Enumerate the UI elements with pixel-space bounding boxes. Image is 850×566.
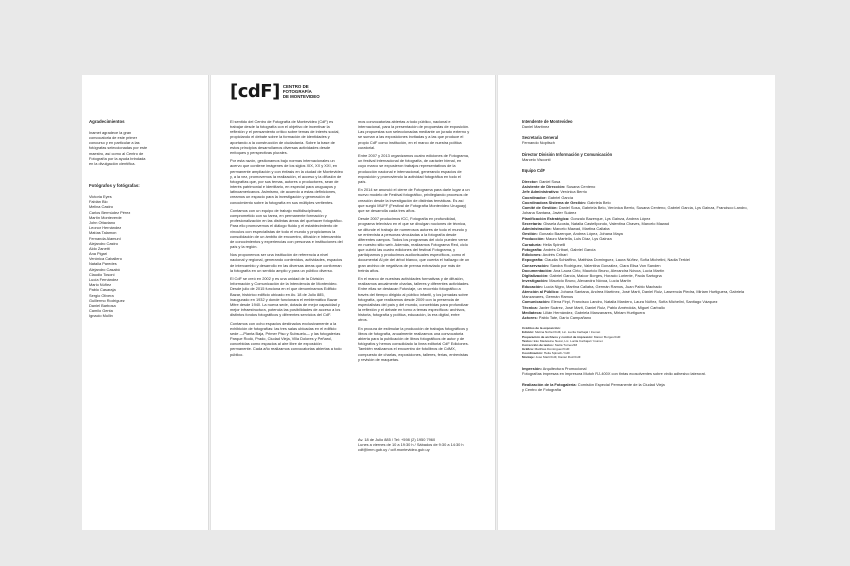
paragraph: Por esta razón, gestionamos bajo normas internacionales un acervo que contiene imágenes de los siglos XIX, XX y XXI, en permanente ampliación y con énfasis en la ciudad de Montevideo y, a la vez, promovemos la realización, el acceso y la difusión de fotografías que, por sus temas, autores o productores, sean de interés patrimonial e identitario, en especial para uruguayos y latinoamericanos. Asimismo, de acuerdo a estas definiciones, creamos un espacio para la investigación y generación de conocimiento sobre la fotografía en sus múltiples vertientes. xyxy=(230,158,343,205)
credit-row: Documentación: Ana Laura Cirio, Mauricio Bruno, Alexandra Nóvoa, Lucía Martín xyxy=(522,267,665,273)
list-item: Melina Castro xyxy=(89,204,114,210)
intendente-heading: Intendente de Montevideo xyxy=(522,119,573,124)
list-item: John Ottaviano xyxy=(89,219,116,225)
logo-mark: [cdF] xyxy=(230,81,280,102)
credit-row: Ediciones: Andrés Cribari xyxy=(522,252,568,258)
credit-row: Textos: Eko Madeleine Nessi, Lic. Lucila Carbajal / Inumet xyxy=(522,338,603,343)
paragraph: El sentido del Centro de Fotografía de Montevideo (CdF) es trabajar desde la fotografía con el objetivo de incentivar la reflexión y el pensamiento crítico sobre temas de interés social, propiciando el debate sobre la formación de identidades y aportando a la construcción de ciudadanía. Sobre la base de estos principios desarrollamos diversas actividades desde enfoques y perspectivas plurales. xyxy=(230,119,340,155)
logo-line: DE MONTEVIDEO xyxy=(282,94,320,100)
photographers-heading: Fotógrafos y fotógrafas: xyxy=(89,183,140,188)
realization-details: y Centro de Fotografía xyxy=(522,387,561,393)
opening-hours: Lunes a viernes de 10 a 19:30 h / Sábados de 9:30 a 14:30 h xyxy=(358,442,464,448)
credit-row: Educación: Lucía Nigro, Martina Callaba, Germán Ramos, Juan Pablo Machado xyxy=(522,283,662,289)
list-item: Alejandro Castro xyxy=(89,240,118,246)
realization-line: Realización de la Fotogalería: Comisión Especial Permanente de la Ciudad Vieja xyxy=(522,381,665,387)
list-item: Natalia Paredes xyxy=(89,261,117,267)
logo-line: CENTRO DE xyxy=(282,83,309,89)
list-item: Lucía Fernández xyxy=(89,277,119,282)
credit-row: Corrección de textos: Stella Turnes/IM xyxy=(522,342,578,347)
left-page xyxy=(82,75,208,530)
middle-page xyxy=(211,75,495,530)
credit-row: Digitalización: Gabriel García, Maicor Borges, Horacio Loriente, Paola Sartogna xyxy=(522,273,662,279)
credit-row: Edición: Melina Núñez/CdF, Lic. Lucila Carbajal / Inumet xyxy=(522,330,601,335)
photographers-list xyxy=(89,194,149,319)
list-item: Fabián Blo xyxy=(89,199,108,205)
credit-row: Mediateca: Lilián Hernández, Gabriela Manzanares, Miriam Hurtiguera xyxy=(522,309,645,315)
paragraph: En 2014 se anunció el cierre de Fotograma para darle lugar a un nuevo modelo de Festival fotográfico, privilegiando procesos de creación desde la investigación de distintas temáticas. Es así que surgió MUFF (Festival de Fotografía Montevideo Uruguay) que se desarrolla cada tres años. xyxy=(358,187,470,213)
printing-line: Impresión: Arquitectura Promocional xyxy=(522,365,587,371)
acknowledgements-heading: Agradecimientos xyxy=(89,119,125,124)
credit-row: Atención al Público: Johana Santana, Andrea Martínez, José Martí, Daniel Ruiz, Lawrencia Piedra, Miriam Hurtiguera, Gabriela Manzanares, Germán Ramos xyxy=(522,288,745,300)
list-item: Victoria Eyes xyxy=(89,194,112,199)
credit-row: Actores: Pablo Tate, Darío Campañano xyxy=(522,315,592,320)
list-item: Alejandro Casabó xyxy=(89,266,120,272)
credit-row: Expografía: Claudia Schiaffino, Matthias Dominguez, Laura Núñez, Sofía Michelini, Nadia Terkiel xyxy=(522,257,690,263)
right-page xyxy=(498,75,775,530)
list-item: Sergio Olivera xyxy=(89,292,114,298)
list-item: Daniel Barbosa xyxy=(89,302,116,308)
credit-row: Gráfica: Matthias Dominguez/CdF xyxy=(522,347,570,352)
director-name: Marcelo Visconti xyxy=(522,156,551,162)
list-item: Carlos Bermúdez Pérez xyxy=(89,209,131,215)
credit-row: Preparación de archivos y control de impresión: Maicor Borges/CdF xyxy=(522,334,621,339)
logo-wordmark xyxy=(283,84,320,99)
paragraph: Entre 2007 y 2013 organizamos cuatro ediciones de Fotograma, un festival internacional de fotografía, de carácter bienal, en cuyo marco se expusieron trabajos representativos de la producción nacional e internacional, generando espacios de exposición y promoviendo la actividad fotográfica en todo el país. xyxy=(358,153,469,184)
list-item: Claudio Tosoni xyxy=(89,271,115,277)
credit-row: Jefe Administrativo: Verónica Berrio xyxy=(522,189,587,195)
list-item: Pablo Casaraja xyxy=(89,287,116,293)
text-column-right xyxy=(358,119,470,365)
credit-row: Fotografía: Andrés Cribari, Gabriel García xyxy=(522,246,596,252)
credit-row: Director: Daniel Sosa xyxy=(522,178,561,184)
credit-row: Investigación: Mauricio Bruno, Alexandra Nóvoa, Lucía Martín xyxy=(522,278,632,284)
list-item: Camilo Genta xyxy=(89,308,113,314)
director-heading: Director División Información y Comunicación xyxy=(522,151,613,157)
list-item: Mario Núñez xyxy=(89,282,112,288)
text-column-left xyxy=(230,119,343,360)
contact-info xyxy=(358,437,470,452)
credit-row: Coordinadora Sistema de Gestión: Gabriela Belo xyxy=(522,199,611,205)
paragraph: Desde 2007 producimos fCC, Fotografía en profundidad, programa televisivo en el que se divulgan nociones de técnica, se difunde el trabajo de numerosos autores de todo el mundo y se entrevista a personas vinculadas a la fotografía desde diferentes campos. Todos los programas del ciclo pueden verse en nuestro sitio web. Además, realizamos Fotograma Red, ciclo que cubrió las cuatro ediciones del festival Fotograma, y participamos y producimos audiovisuales específicos, como el documental Al pie del árbol blanco, que cuenta el hallazgo de un gran archivo de negativos de prensa extraviado por más de treinta años. xyxy=(358,216,470,273)
secretaria-heading: Secretaria General xyxy=(522,135,559,141)
credit-row: Gestión: Gonzalo Bazerque, Andrea López, Johana Maya xyxy=(522,231,623,237)
acknowledgements-text: Inamet agradece la gran convocatoria de este primer concurso y en particular a las fotógrafas seleccionadas por este maestro, así como al Centro de Fotografía por la ayuda brindada en la divulgación científica. xyxy=(89,130,148,166)
list-item: Fernanda Alamuni xyxy=(89,235,121,241)
credit-row: Asistente de Dirección: Susana Centeno xyxy=(522,184,596,190)
credit-row: Secretaría: Gissela Acosta, Natalia Castellpondo, Valentina Chaves, Marcelo Mawad xyxy=(522,220,670,226)
list-item: Ignacio Mullin xyxy=(89,313,113,319)
web-links: cdf@imm.gub.uy / cdf.montevideo.gub.uy xyxy=(358,447,430,453)
list-item: Leonor Hernández xyxy=(89,225,122,231)
team-heading: Equipo CdF xyxy=(522,167,545,173)
list-item: Ana Pigari xyxy=(89,251,107,257)
printing-details: Fotografías impresas en impresora Mutoh RJ-400X con tintas ecosolventes sobre vinilo adhesivo laterorat. xyxy=(522,370,706,376)
list-item: Martín Monteverde xyxy=(89,214,122,220)
credit-row: Comunicación: Elena Firpi, Francisco Landro, Natalia Mardero, Laura Núñez, Sofía Michelini, Santiago Vázquez xyxy=(522,299,718,305)
list-item: Verónica Caballero xyxy=(89,256,122,262)
credit-row: Producción: Mauro Martella, Luis Díaz, Lys Gainza xyxy=(522,236,612,242)
paragraph: El CdF se creó en 2002 y es una unidad de la División Información y Comunicación de la Intendencia de Montevideo. Desde julio de 2015 funciona en el que denominamos Edificio Bazar, histórico edificio ubicado en Av. 18 de Julio 885, inaugurado en 1932 y donde funcionara el emblemático Bazar Mitre desde 1940. La nueva sede, dotada de mejor capacidad y mejor infraestructura, potencia las posibilidades de acceso a los distintos fondos fotográficos y diferentes servicios del CdF. xyxy=(230,276,341,318)
credit-row: Conservación: Sandra Rodríguez, Valentina González, Clara Elisa Von Sanden xyxy=(522,262,661,268)
cdf-logo xyxy=(230,81,320,102)
list-item: Aldo Zanetti xyxy=(89,245,110,251)
credit-row: Planificación Estratégica: Gonzalo Bazerque, Lys Gainza, Andrea López xyxy=(522,215,651,221)
paragraph: Contamos con un equipo de trabajo multidisciplinario, comprometido con su tarea, en permanente formación y profesionalización en las distintas áreas del quehacer fotográfico. Para ello promovemos el diálogo fluido y el establecimiento de vínculos con especialistas de todo el mundo y propiciamos la consolidación de un ámbito de encuentro, difusión e intercambio de conocimientos y experiencias con personas e instituciones del país y la región. xyxy=(230,207,343,249)
paragraph: En procura de estimular la producción de trabajos fotográficos y libros de fotografía, anualmente realizamos una convocatoria abierta para la publicación de libros fotográficos de autor y de fotógrafos y hemos consolidado la línea editorial CdF Ediciones. También realizamos el encuentro de fotolibros de CdMX, compuesto de charlas, exposiciones, talleres, ferias, entrevistas y revisión de maquetas. xyxy=(358,325,469,362)
list-item: Matías Talamon xyxy=(89,230,117,236)
credit-row: Montaje: José Martí/CdF, Daniel Ruiz/CdF xyxy=(522,355,581,360)
team-credits xyxy=(522,179,754,320)
address: Av. 18 de Julio 885 / Tel: +598 (2) 1950 7960 xyxy=(358,437,436,442)
paragraph: Contamos con ocho espacios destinados exclusivamente a la exhibición de fotografías: las tres salas ubicadas en el edificio sede —Planta Baja, Primer Piso y Subsuelo— y las fotogalerías Parque Rodó, Prado, Ciudad Vieja, Villa Dolores y Peñarol, concebidas como espacios al aire libre de exposición permanente. Cada año realizamos convocatorias abiertas a todo público. xyxy=(230,320,342,357)
credit-row: Curaduría: Helia Spinelli xyxy=(522,241,566,247)
credit-row: Comité de Gestión: Daniel Sosa, Gabriela Belo, Verónica Berrio, Susana Centeno, Gabriel García, Lys Gainza, Francisco Landro, Johana Santana, Javier Suárez xyxy=(522,205,748,216)
logo-line: FOTOGRAFÍA xyxy=(282,88,312,94)
credit-row: Coordinación: Helia Spinelli / CdF xyxy=(522,351,571,356)
paragraph: mos convocatorias abiertas a todo público, nacional e internacional, para la presentación de propuestas de exposición. Las propuestas son seleccionadas mediante un jurado externo y se suman a las exposiciones invitadas y a las que produce el propio CdF como institución, en el marco de nuestra política curatorial. xyxy=(358,119,470,150)
credit-row: Técnica: Javier Suárez, José Martí, Daniel Ruiz, Pablo Améndola, Miguel Carballo xyxy=(522,304,665,310)
list-item: Guillermo Rodríguez xyxy=(89,297,125,303)
exhibition-credits-heading: Créditos de la exposición: xyxy=(522,326,561,331)
paragraph: Nos proponemos ser una institución de referencia a nivel nacional y regional, generando contenidos, actividades, espacios de intercambio y desarrollo en las diversas áreas que conforman la fotografía en un sentido amplio y para un público diverso. xyxy=(230,252,343,273)
credit-row: Coordinador: Gabriel García xyxy=(522,194,574,200)
paragraph: En el marco de nuestras actividades formativas y de difusión, realizamos anualmente charlas, talleres y diferentes actividades. Entre ellas se destacan Fotoviaje, un recorrido fotográfico a través del tiempo dirigido al público infantil, y los jornadas sobre fotografía, que realizamos desde 2009 con la presencia de especialistas del país y del mundo, concebidas para profundizar la reflexión y el debate en torno a temas específicos: archivos, historia, fotografía y política, educación, la era digital, entre otros. xyxy=(358,276,470,323)
intendente-name: Daniel Martínez xyxy=(522,124,550,130)
credit-row: Administración: Marcelo Mawad, Martina Callaba xyxy=(522,226,610,232)
secretaria-name: Fernando Nopitsch xyxy=(522,140,555,146)
exhibition-credits xyxy=(522,326,754,359)
credits-block xyxy=(522,119,754,392)
